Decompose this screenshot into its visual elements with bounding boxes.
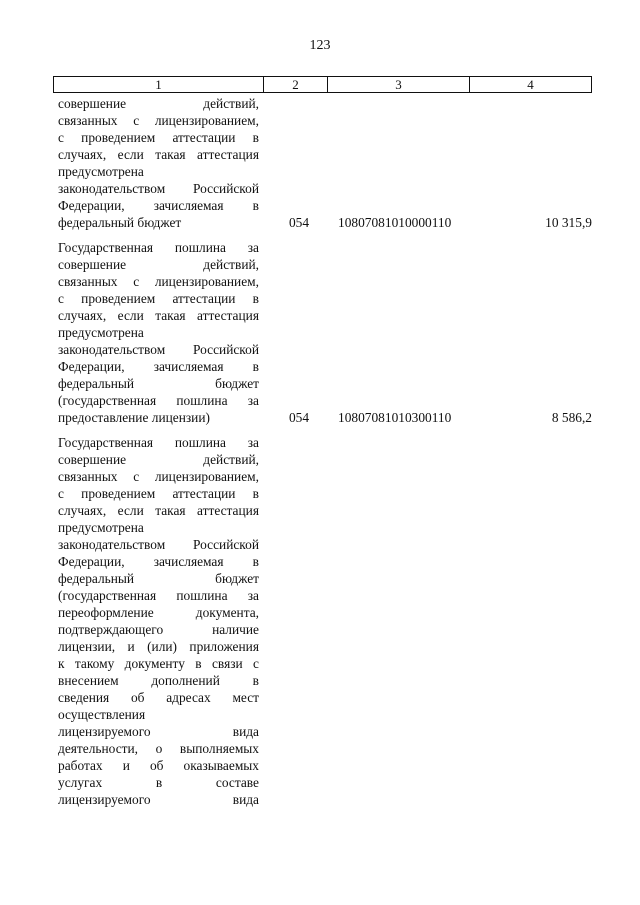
description-line: законодательством Российской (58, 342, 259, 357)
description-line: сведения об адресах мест (58, 690, 259, 705)
description-line: совершение действий, (58, 96, 259, 111)
description-line: федеральный бюджет (58, 571, 259, 586)
row-description (58, 434, 259, 808)
description-line: к такому документу в связи с (58, 656, 259, 671)
kbk-code-cell: 10807081010300110 (338, 410, 452, 425)
page-number: 123 (309, 38, 331, 53)
amount-cell: 8 586,2 (551, 410, 592, 425)
description-line: услугах в составе (58, 775, 259, 790)
description-line: переоформление документа, (58, 605, 259, 620)
description-line: Федерации, зачисляемая в (58, 554, 259, 569)
description-line: Государственная пошлина за (58, 240, 259, 255)
header-col-4: 4 (470, 77, 592, 93)
description-line: законодательством Российской (58, 181, 259, 196)
row-description (58, 239, 259, 426)
description-line: связанных с лицензированием, (58, 274, 259, 289)
description-line: с проведением аттестации в (58, 130, 259, 145)
description-line: лицензируемого вида (58, 724, 259, 739)
amount-cell: 10 315,9 (545, 215, 592, 230)
description-line: внесением дополнений в (58, 673, 259, 688)
description-line: федеральный бюджет (58, 215, 182, 230)
description-line: деятельности, о выполняемых (58, 741, 259, 756)
description-line: лицензии, и (или) приложения (58, 639, 259, 654)
header-col-3: 3 (328, 77, 470, 93)
description-line: совершение действий, (58, 257, 259, 272)
description-line: Государственная пошлина за (58, 435, 259, 450)
description-line: предусмотрена (58, 325, 144, 340)
admin-code-cell: 054 (288, 215, 310, 230)
description-line: связанных с лицензированием, (58, 469, 259, 484)
table-row (58, 239, 592, 426)
row-description (58, 95, 259, 231)
description-line: федеральный бюджет (58, 376, 259, 391)
kbk-code-cell: 10807081010000110 (338, 215, 452, 230)
table-row (58, 434, 592, 808)
description-line: лицензируемого вида (58, 792, 259, 807)
description-line: законодательством Российской (58, 537, 259, 552)
description-line: осуществления (58, 707, 146, 722)
description-line: связанных с лицензированием, (58, 113, 259, 128)
description-line: предусмотрена (58, 520, 144, 535)
description-line: подтверждающего наличие (58, 622, 259, 637)
table-body (58, 95, 592, 808)
description-line: предусмотрена (58, 164, 144, 179)
description-line: Федерации, зачисляемая в (58, 359, 259, 374)
description-line: с проведением аттестации в (58, 291, 259, 306)
description-line: с проведением аттестации в (58, 486, 259, 501)
description-line: случаях, если такая аттестация (58, 308, 259, 323)
header-col-2: 2 (264, 77, 328, 93)
description-line: совершение действий, (58, 452, 259, 467)
header-col-1: 1 (54, 77, 264, 93)
description-line: (государственная пошлина за (58, 588, 259, 603)
description-line: Федерации, зачисляемая в (58, 198, 259, 213)
description-line: случаях, если такая аттестация (58, 147, 259, 162)
table-header (53, 76, 592, 93)
admin-code-cell: 054 (288, 410, 310, 425)
description-line: случаях, если такая аттестация (58, 503, 259, 518)
description-line: (государственная пошлина за (58, 393, 259, 408)
description-line: предоставление лицензии) (58, 410, 210, 425)
description-line: работах и об оказываемых (58, 758, 259, 773)
table-row (58, 95, 592, 231)
